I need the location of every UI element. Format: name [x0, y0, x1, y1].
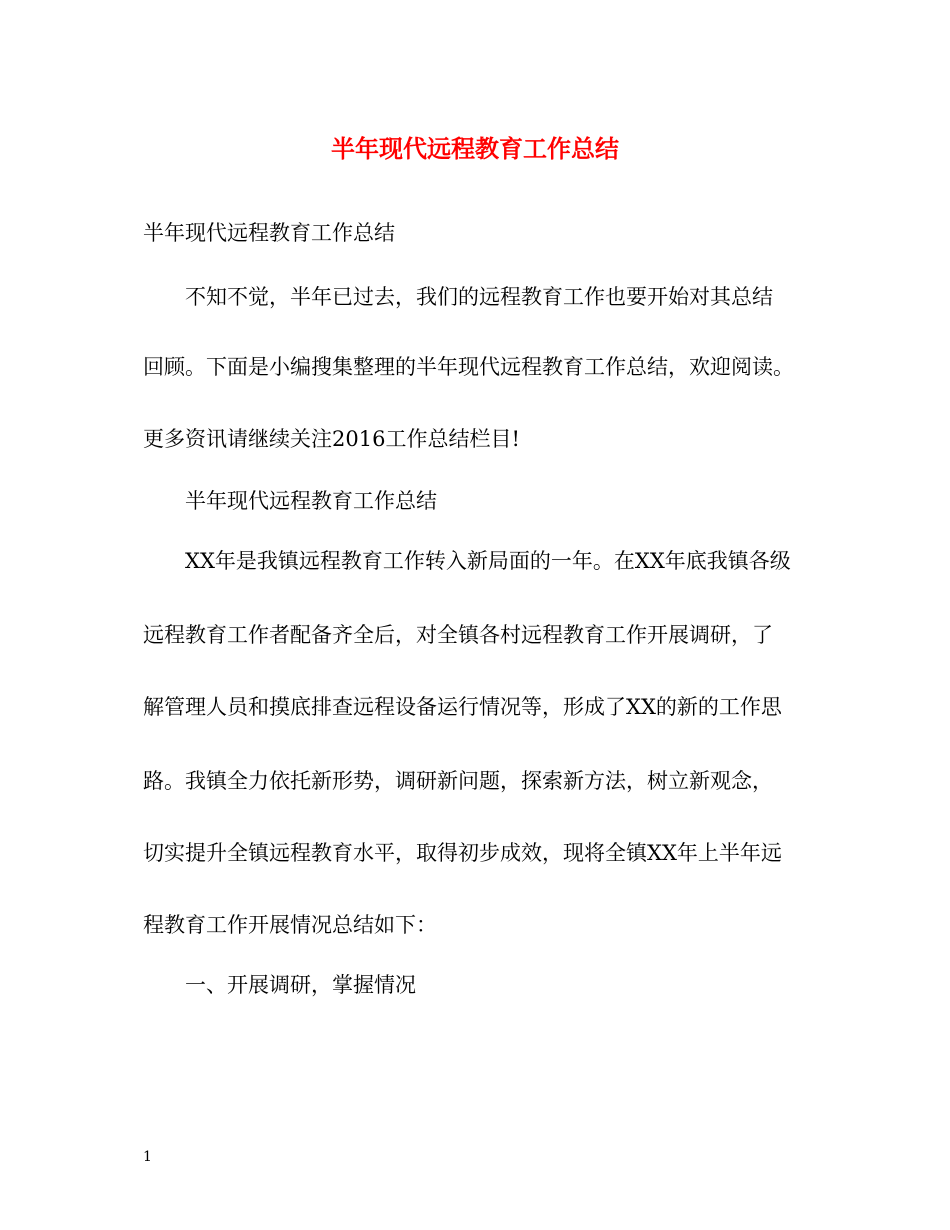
paragraph-line: 切实提升全镇远程教育水平，取得初步成效，现将全镇XX年上半年远 — [143, 841, 782, 865]
paragraph-line: 远程教育工作者配备齐全后，对全镇各村远程教育工作开展调研，了 — [143, 623, 773, 647]
section-heading: 一、开展调研，掌握情况 — [185, 973, 416, 997]
document-title: 半年现代远程教育工作总结 — [331, 134, 619, 163]
paragraph-line: 不知不觉，半年已过去，我们的远程教育工作也要开始对其总结 — [185, 285, 773, 309]
section-heading: 半年现代远程教育工作总结 — [185, 489, 437, 513]
paragraph-line: 回顾。下面是小编搜集整理的半年现代远程教育工作总结，欢迎阅读。 — [143, 355, 794, 379]
page-number: 1 — [143, 1149, 152, 1165]
paragraph-line: XX年是我镇远程教育工作转入新局面的一年。在XX年底我镇各级 — [185, 549, 791, 573]
paragraph-line: 路。我镇全力依托新形势，调研新问题，探索新方法，树立新观念， — [143, 769, 773, 793]
paragraph-line: 程教育工作开展情况总结如下： — [143, 913, 437, 937]
paragraph-line: 解管理人员和摸底排查远程设备运行情况等，形成了XX的新的工作思 — [143, 695, 782, 719]
subtitle-line: 半年现代远程教育工作总结 — [143, 221, 395, 245]
paragraph-line: 更多资讯请继续关注2016工作总结栏目! — [143, 427, 520, 451]
